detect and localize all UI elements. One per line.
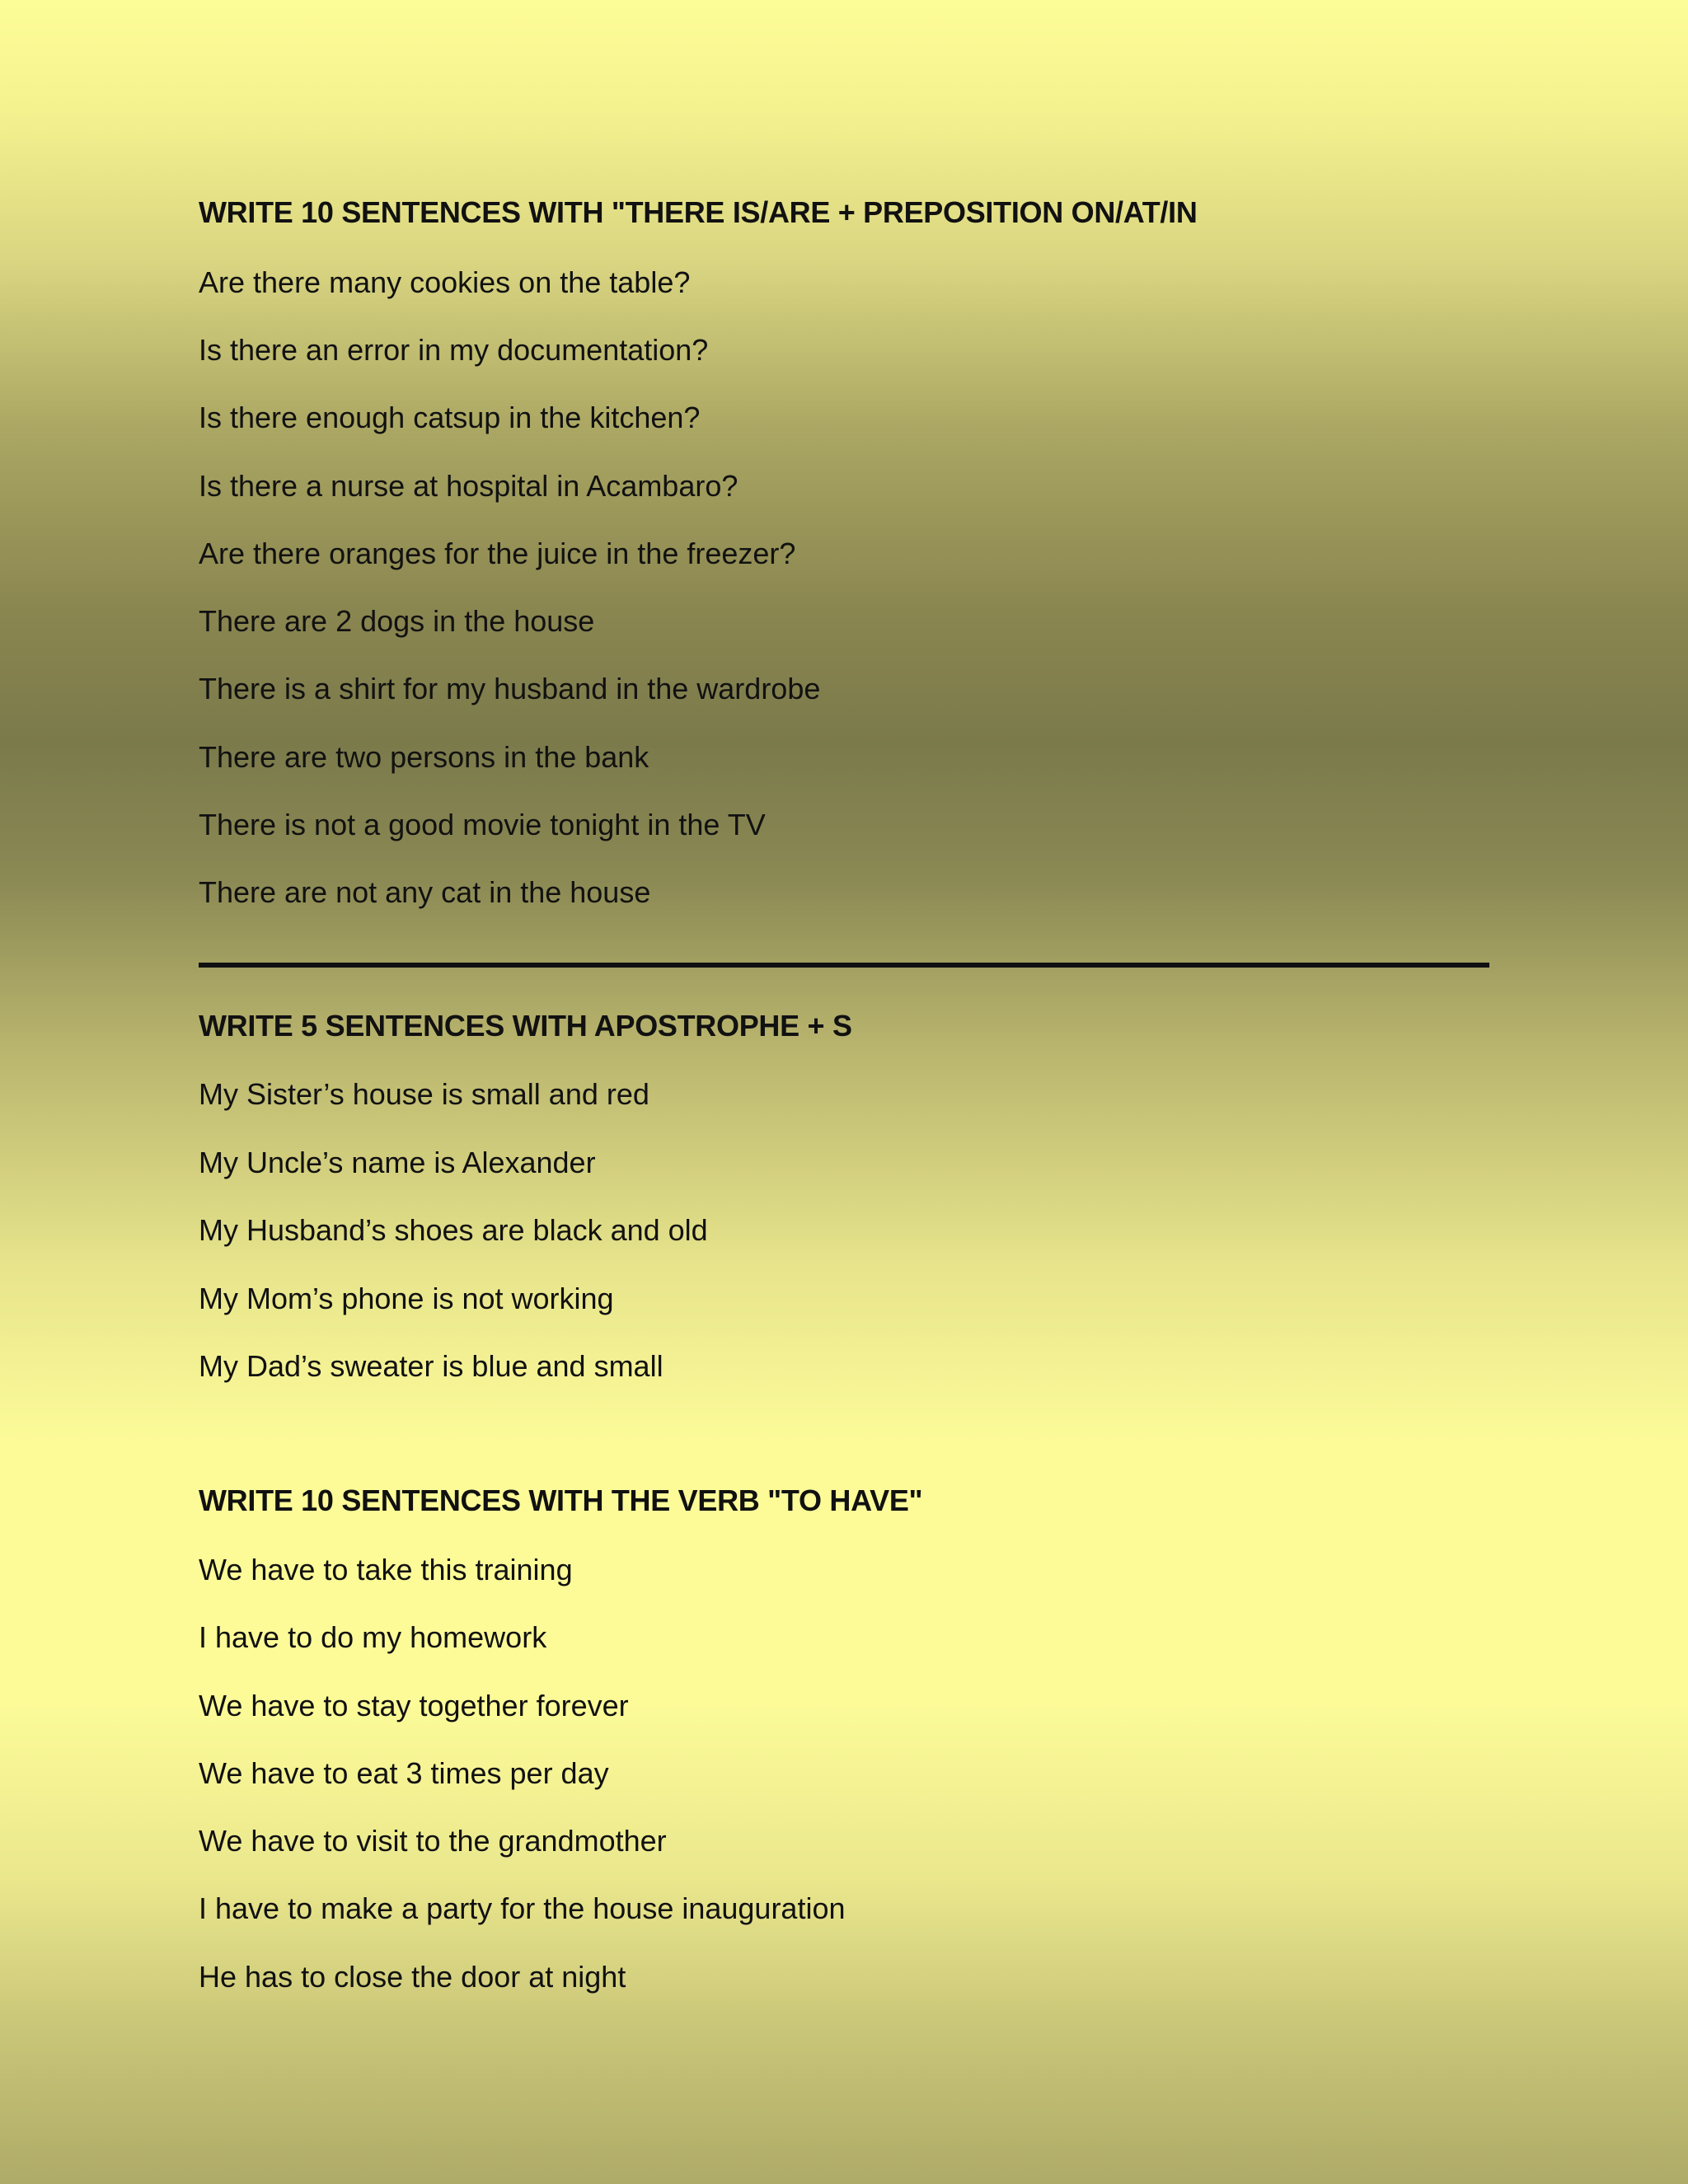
sentence-line: We have to eat 3 times per day <box>199 1756 609 1790</box>
sentence-line: Are there oranges for the juice in the freezer? <box>199 537 796 570</box>
sentence-line: He has to close the door at night <box>199 1960 626 1994</box>
sentence-line: There is not a good movie tonight in the TV <box>199 808 766 841</box>
sentence-line: Is there an error in my documentation? <box>199 333 709 367</box>
sentence-line: Is there a nurse at hospital in Acambaro? <box>199 469 738 503</box>
section-divider-rule <box>199 963 1489 968</box>
section-heading-apostrophe-s: WRITE 5 SENTENCES WITH APOSTROPHE + S <box>199 1009 852 1043</box>
sentence-line: We have to take this training <box>199 1553 573 1586</box>
section-heading-there-is-are: WRITE 10 SENTENCES WITH "THERE IS/ARE + PREPOSITION ON/AT/IN <box>199 195 1198 229</box>
sentence-line: My Mom’s phone is not working <box>199 1282 614 1315</box>
sentence-line: There are not any cat in the house <box>199 875 651 909</box>
sentence-line: My Dad’s sweater is blue and small <box>199 1349 663 1383</box>
sentence-line: I have to make a party for the house inauguration <box>199 1891 846 1925</box>
sentence-line: There are two persons in the bank <box>199 740 649 774</box>
sentence-line: Is there enough catsup in the kitchen? <box>199 401 701 434</box>
section-heading-to-have: WRITE 10 SENTENCES WITH THE VERB "TO HAVE" <box>199 1483 923 1517</box>
sentence-line: Are there many cookies on the table? <box>199 265 691 299</box>
sentence-line: There are 2 dogs in the house <box>199 604 595 638</box>
sentence-line: My Husband’s shoes are black and old <box>199 1213 708 1247</box>
sentence-line: We have to stay together forever <box>199 1689 629 1722</box>
sentence-line: I have to do my homework <box>199 1620 547 1654</box>
sentence-line: My Uncle’s name is Alexander <box>199 1146 596 1179</box>
sentence-line: We have to visit to the grandmother <box>199 1824 667 1858</box>
sentence-line: My Sister’s house is small and red <box>199 1077 649 1111</box>
document-page <box>199 0 1501 2184</box>
sentence-line: There is a shirt for my husband in the wardrobe <box>199 672 821 705</box>
